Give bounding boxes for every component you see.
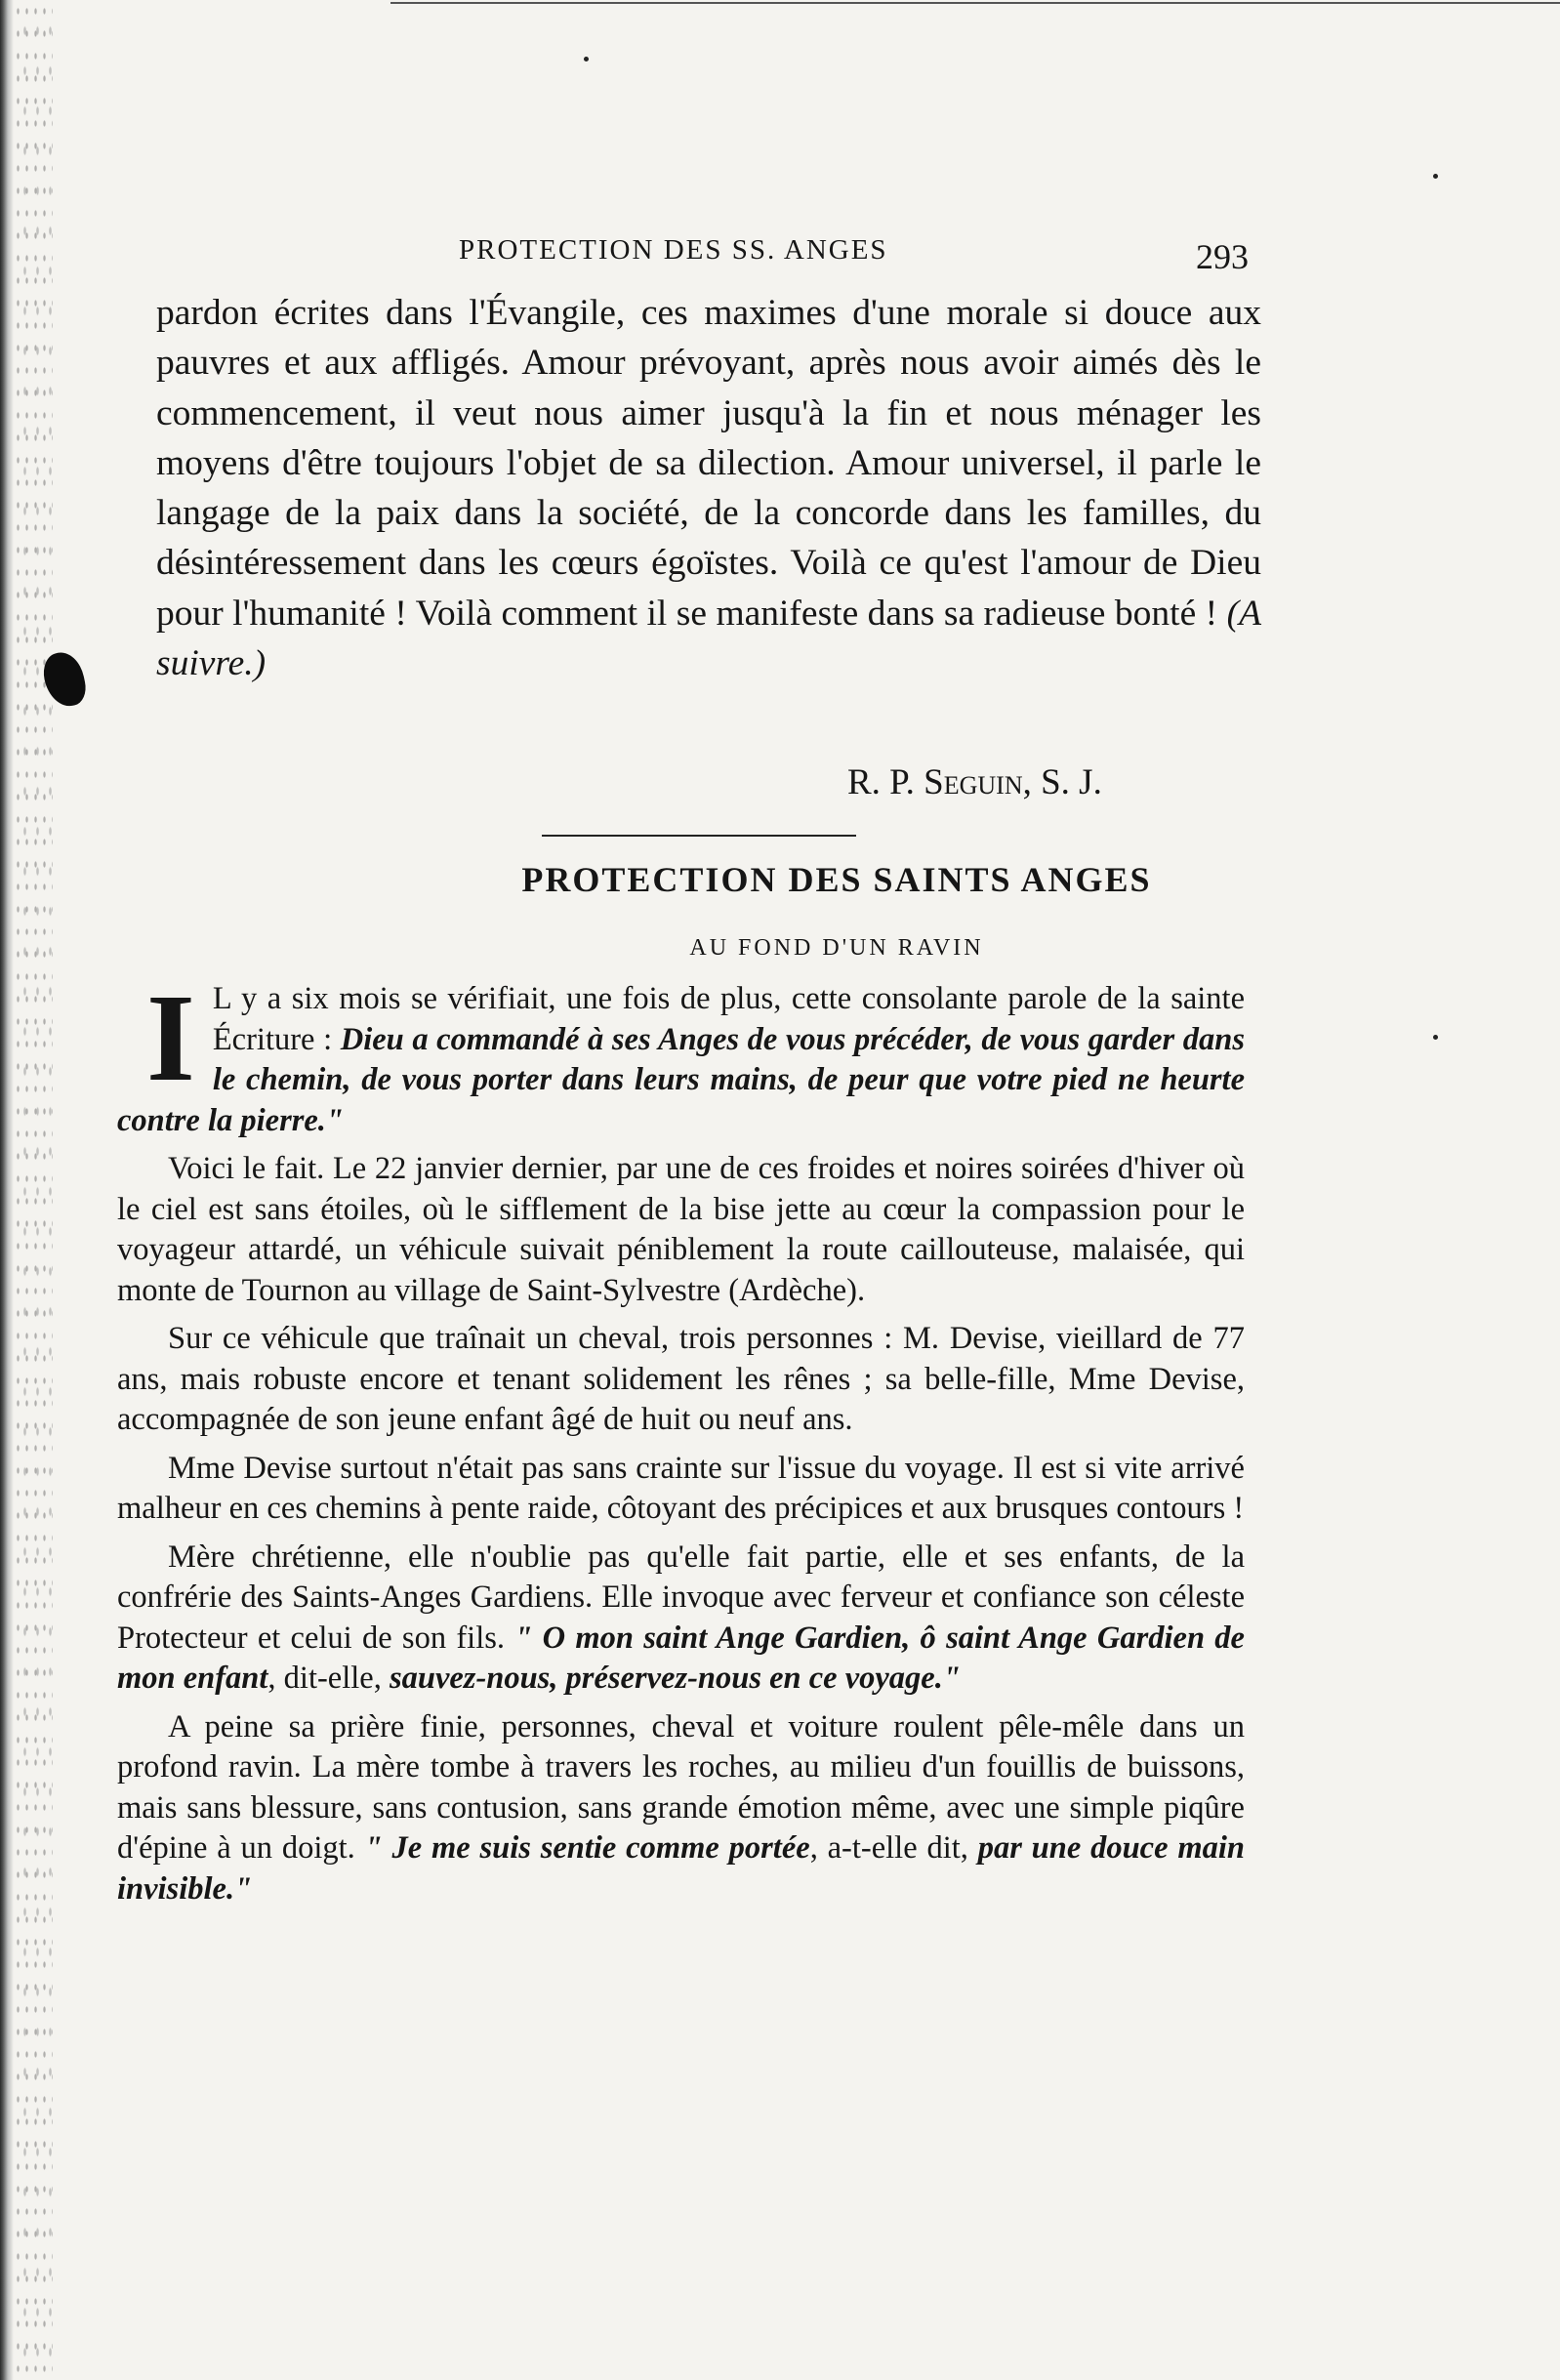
paragraph-text: L y a six mois se vérifiait, une fois de plus, cette consolante parole de la sainte Écriture : [212, 981, 1245, 1057]
section-separator [542, 835, 856, 837]
paragraph-text: Sur ce véhicule que traînait un cheval, trois personnes : M. Devise, vieillard de 77 ans, mais robuste encore et tenant solidement les rênes ; sa belle-fille, Mme Devise, accompagnée de son jeune enfant âgé de huit ou neuf ans. [117, 1321, 1245, 1437]
prayer-quote: " O mon saint Ange Gardien, ô saint Ange Gardien de mon enfant [117, 1620, 1245, 1696]
article-subtitle: AU FOND D'UN RAVIN [689, 935, 984, 961]
article-paragraph [117, 1538, 1245, 1700]
article-paragraph [117, 1449, 1245, 1530]
paragraph-text: Mère chrétienne, elle n'oublie pas qu'elle fait partie, elle et ses enfants, de la confrérie des Saints-Anges Gardiens. Elle invoque avec ferveur et confiance son céleste Protecteur et celui de son fils. [117, 1539, 1245, 1656]
continued-section [156, 288, 1261, 688]
testimony-quote: " Je me suis sentie comme portée [364, 1830, 810, 1866]
paragraph-text: Voici le fait. Le 22 janvier dernier, par une de ces froides et noires soirées d'hiver où le ciel est sans étoiles, où le sifflement de la bise jette au cœur la compassion pour le voyageur attardé, un véhicule suivait péniblement la route caillouteuse, malaisée, qui monte de Tournon au village de Saint-Sylvestre (Ardèche). [117, 1151, 1245, 1308]
paragraph-text: , dit-elle, [267, 1661, 390, 1696]
paragraph-text: Mme Devise surtout n'était pas sans crainte sur l'issue du voyage. Il est si vite arrivé malheur en ces chemins à pente raide, côtoyant des précipices et aux brusques contours ! [117, 1450, 1245, 1526]
article-paragraph [117, 968, 1245, 1141]
running-head: PROTECTION DES SS. ANGES [459, 234, 888, 266]
prayer-quote: sauvez-nous, préservez-nous en ce voyage." [389, 1661, 961, 1696]
article-body [117, 968, 1245, 1917]
continued-text: pardon écrites dans l'Évangile, ces maximes d'une morale si douce aux pauvres et aux affligés. Amour prévoyant, après nous avoir aimés dès le commencement, il veut nous aimer jusqu'à la fin et nous ménager les moyens d'être toujours l'objet de sa dilection. Amour universel, il parle le langage de la paix dans la société, de la concorde dans les familles, du désintéressement dans les cœurs égoïstes. Voilà ce qu'est l'amour de Dieu pour l'humanité ! Voilà comment il se manifeste dans sa radieuse bonté ! [156, 293, 1261, 634]
paragraph-text: , a-t-elle dit, [809, 1830, 978, 1866]
page-number: 293 [1196, 237, 1249, 276]
article-paragraph [117, 1707, 1245, 1910]
article-title: PROTECTION DES SAINTS ANGES [521, 860, 1152, 899]
drop-cap: I [146, 968, 195, 1107]
testimony-quote: par une douce main invisible." [117, 1830, 1245, 1907]
continued-paragraph [156, 288, 1261, 688]
signature-name: Seguin [924, 762, 1023, 802]
article-paragraph [117, 1149, 1245, 1311]
scripture-quote: Dieu a commandé à ses Anges de vous précéder, de vous garder dans le chemin, de vous porter dans leurs mains, de peur que votre pied ne heurte contre la pierre." [117, 1021, 1245, 1138]
signature-prefix: R. P. [847, 762, 924, 802]
author-signature [847, 761, 1102, 803]
article-paragraph [117, 1319, 1245, 1441]
to-follow-note: (A suivre.) [156, 593, 1261, 684]
paragraph-text: A peine sa prière finie, personnes, cheval et voiture roulent pêle-mêle dans un profond ravin. La mère tombe à travers les roches, au milieu d'un fouillis de buissons, mais sans blessure, sans contusion, sans grande émotion même, avec une simple piqûre d'épine à un doigt. [117, 1708, 1245, 1866]
signature-suffix: , S. J. [1022, 762, 1102, 802]
